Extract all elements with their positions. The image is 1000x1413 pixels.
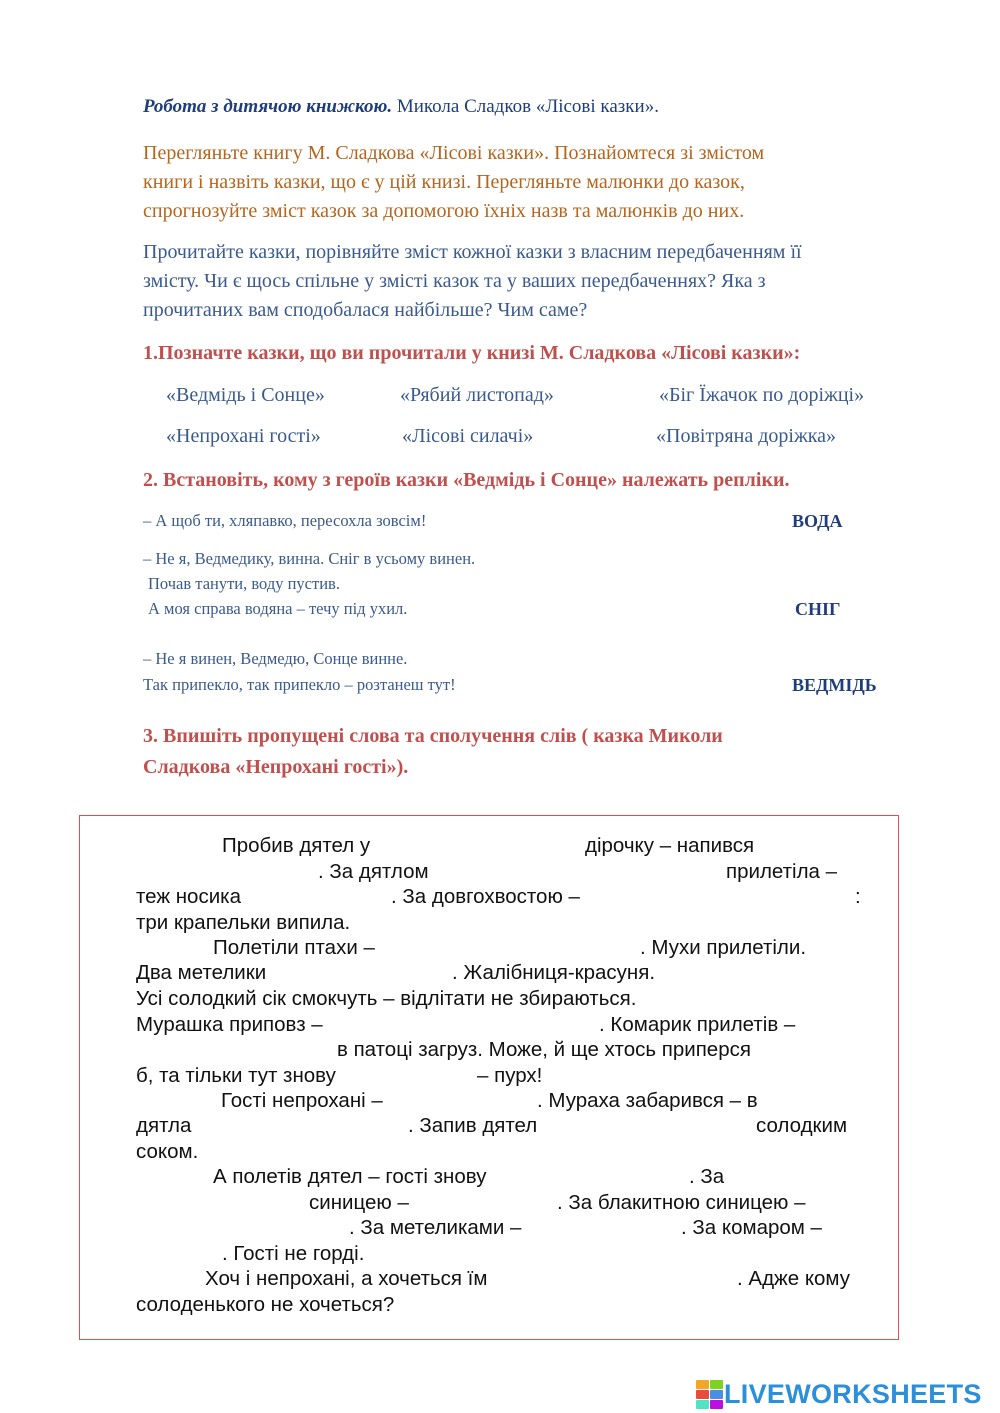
- story-text: . Жалібниця-красуня.: [452, 961, 656, 984]
- story-text: три крапельки випила.: [136, 911, 351, 934]
- story-text: . За: [689, 1165, 725, 1188]
- task3-heading-line: Сладкова «Непрохані гості»).: [143, 756, 409, 778]
- intro2-line: прочитаних вам сподобалася найбільше? Чим саме?: [143, 299, 588, 321]
- liveworksheets-icon: [696, 1380, 722, 1408]
- story-text: . Гості не горді.: [222, 1242, 365, 1265]
- story-text: дірочку – напився: [585, 834, 755, 857]
- story-text: :: [855, 885, 861, 908]
- intro2-line: змісту. Чи є щось спільне у змісті казок та у ваших передбаченнях? Яка з: [143, 270, 766, 292]
- intro-paragraph-1: [143, 139, 923, 226]
- story-text: Хоч і непрохані, а хочеться їм: [205, 1267, 488, 1290]
- story-text: Усі солодкий сік смокчуть – відлітати не збираються.: [136, 987, 637, 1010]
- story-text: – пурх!: [477, 1064, 543, 1087]
- story-text: . Адже кому: [737, 1267, 851, 1290]
- liveworksheets-logo: [696, 1378, 982, 1410]
- task3-heading-line: 3. Впишіть пропущені слова та сполучення слів ( казка Миколи: [143, 725, 723, 747]
- story-text: Пробив дятел у: [222, 834, 371, 857]
- story-text: в патоці загруз. Може, й ще хтось приперся: [337, 1038, 751, 1061]
- story-text: прилетіла –: [726, 860, 838, 883]
- intro-paragraph-2: [143, 238, 923, 325]
- answer-voda[interactable]: ВОДА: [792, 511, 843, 531]
- story-text: солоденького не хочеться?: [136, 1293, 395, 1316]
- replica-2-line: – Не я, Ведмедику, винна. Сніг в усьому винен.: [143, 549, 476, 568]
- story-text: б, та тільки тут знову: [136, 1064, 336, 1087]
- story-text: . Запив дятел: [408, 1114, 538, 1137]
- story-text: . За довгохвостою –: [391, 885, 580, 908]
- story-text: Гості непрохані –: [221, 1089, 383, 1112]
- story-text: синицею –: [309, 1191, 409, 1214]
- story-text: соком.: [136, 1140, 199, 1163]
- logo-text: LIVEWORKSHEETS: [724, 1378, 982, 1409]
- title-italic: Робота з дитячою книжкою.: [143, 96, 393, 117]
- story-text: Полетіли птахи –: [213, 936, 375, 959]
- story-text: Два метелики: [136, 961, 267, 984]
- tale-option[interactable]: «Ведмідь і Сонце»: [166, 384, 325, 406]
- intro1-line: спрогнозуйте зміст казок за допомогою їхніх назв та малюнків до них.: [143, 200, 745, 222]
- story-text: . За метеликами –: [349, 1216, 522, 1239]
- story-text: . За блакитною синицею –: [557, 1191, 806, 1214]
- replica-3-line: Так припекло, так припекло – розтанеш тут!: [143, 675, 456, 694]
- task2-heading: 2. Встановіть, кому з героїв казки «Ведмідь і Сонце» належать репліки.: [143, 469, 790, 491]
- intro1-line: книги і назвіть казки, що є у цій книзі. Перегляньте малюнки до казок,: [143, 171, 745, 193]
- title-rest: Микола Сладков «Лісові казки».: [392, 96, 659, 117]
- story-text: . За комаром –: [681, 1216, 822, 1239]
- task1-heading: 1.Позначте казки, що ви прочитали у книзі М. Сладкова «Лісові казки»:: [143, 342, 801, 364]
- answer-snih[interactable]: СНІГ: [795, 599, 841, 619]
- replica-2-line: А моя справа водяна – течу під ухил.: [148, 599, 408, 618]
- tale-option[interactable]: «Повітряна доріжка»: [656, 425, 837, 447]
- story-text: А полетів дятел – гості знову: [213, 1165, 487, 1188]
- story-text: . Мураха забарився – в: [537, 1089, 758, 1112]
- replica-1: – А щоб ти, хляпавко, пересохла зовсім!: [143, 511, 427, 530]
- story-text: . Мухи прилетіли.: [640, 936, 807, 959]
- tale-option[interactable]: «Рябий листопад»: [400, 384, 554, 406]
- story-text: . За дятлом: [318, 860, 429, 883]
- story-text: теж носика: [136, 885, 241, 908]
- intro2-line: Прочитайте казки, порівняйте зміст кожної казки з власним передбаченням її: [143, 241, 802, 263]
- tale-option[interactable]: «Непрохані гості»: [166, 425, 321, 447]
- story-text: Мурашка приповз –: [136, 1013, 323, 1036]
- replica-3-line: – Не я винен, Ведмедю, Сонце винне.: [143, 649, 408, 668]
- story-text: солодким: [756, 1114, 848, 1137]
- replica-2-line: Почав танути, воду пустив.: [148, 574, 340, 593]
- page-title: [143, 96, 659, 118]
- intro1-line: Перегляньте книгу М. Сладкова «Лісові казки». Познайомтеся зі змістом: [143, 142, 765, 164]
- tale-option[interactable]: «Біг Їжачок по доріжці»: [659, 384, 865, 406]
- story-text: дятла: [136, 1114, 192, 1137]
- answer-vedmid[interactable]: ВЕДМІДЬ: [792, 675, 877, 695]
- story-text: . Комарик прилетів –: [599, 1013, 796, 1036]
- tale-option[interactable]: «Лісові силачі»: [402, 425, 534, 447]
